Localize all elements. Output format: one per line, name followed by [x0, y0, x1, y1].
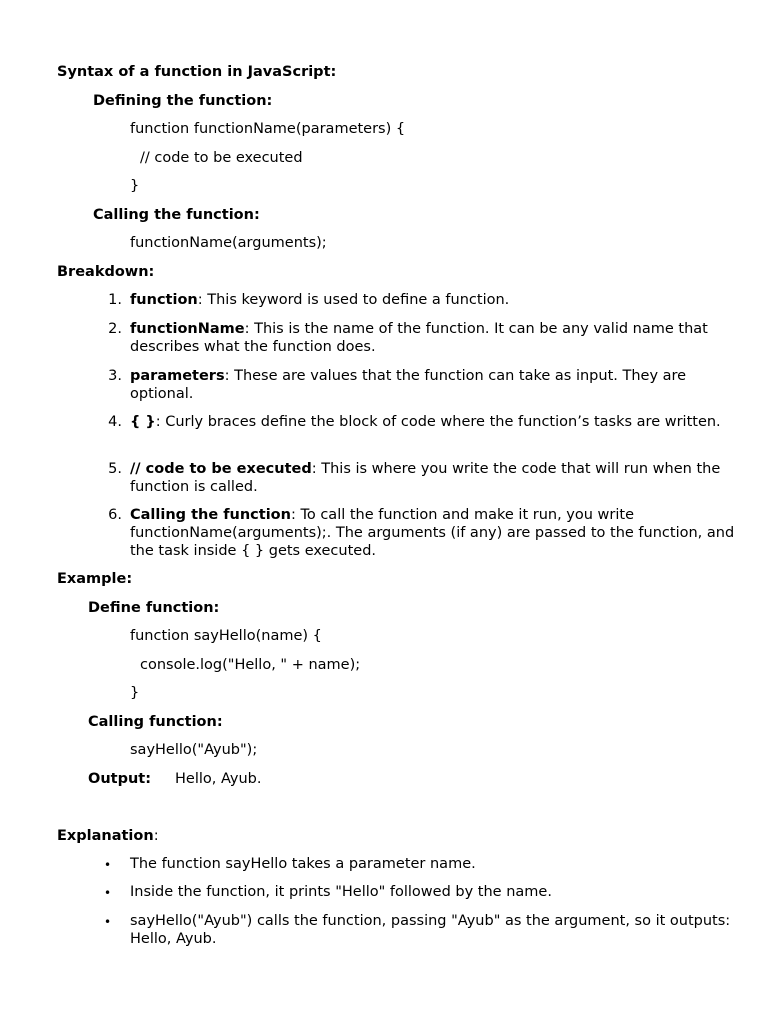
list-text: : To call the function and make it run, you write functionName(arguments);. The arguments (if any) are passed to the function, and the task inside { } gets executed. — [130, 507, 735, 559]
code-line: } — [130, 178, 140, 194]
breakdown-heading: Breakdown: — [57, 264, 155, 280]
bullet-item: sayHello("Ayub") calls the function, passing "Ayub" as the argument, so it outputs: Hello, Ayub. — [130, 913, 731, 947]
list-text: : Curly braces define the block of code where the function’s tasks are written. — [155, 414, 721, 430]
calling-code: sayHello("Ayub"); — [130, 742, 258, 758]
code-line: console.log("Hello, " + name); — [140, 657, 361, 673]
define-label: Define function: — [88, 600, 220, 616]
list-number: 3. — [108, 368, 122, 384]
list-text: : This is where you write the code that will run when the function is called. — [130, 461, 721, 495]
defining-label: Defining the function: — [93, 93, 273, 109]
example-heading: Example: — [57, 571, 133, 587]
list-item — [130, 291, 736, 309]
list-text: : This is the name of the function. It can be any valid name that describes what the function does. — [130, 321, 708, 355]
bullet-item: The function sayHello takes a parameter name. — [130, 856, 476, 872]
code-line: function functionName(parameters) { — [130, 121, 406, 137]
list-text: : This keyword is used to define a function. — [197, 292, 510, 308]
code-line: function sayHello(name) { — [130, 628, 322, 644]
explanation-heading — [57, 827, 159, 845]
syntax-heading: Syntax of a function in JavaScript: — [57, 64, 337, 80]
list-item — [130, 320, 736, 356]
calling-label: Calling the function: — [93, 207, 260, 223]
list-term: Calling the function — [130, 507, 291, 523]
calling-code: functionName(arguments); — [130, 235, 327, 251]
list-text: : These are values that the function can take as input. They are optional. — [130, 368, 687, 402]
list-number: 4. — [108, 414, 122, 430]
list-term: { } — [130, 414, 156, 430]
output-label: Output: — [88, 771, 152, 787]
calling-label: Calling function: — [88, 714, 223, 730]
list-term: // code to be executed — [130, 461, 312, 477]
bullet-icon: • — [104, 886, 112, 900]
output-value: Hello, Ayub. — [175, 771, 262, 787]
bullet-item: Inside the function, it prints "Hello" followed by the name. — [130, 884, 552, 900]
list-number: 5. — [108, 461, 122, 477]
list-term: function — [130, 292, 198, 308]
bullet-icon: • — [104, 858, 112, 872]
list-term: parameters — [130, 368, 225, 384]
list-term: functionName — [130, 321, 245, 337]
code-line: // code to be executed — [140, 150, 303, 166]
list-item — [130, 460, 736, 496]
list-item — [130, 506, 736, 560]
list-number: 2. — [108, 321, 122, 337]
explanation-colon: : — [153, 828, 159, 844]
list-number: 6. — [108, 507, 122, 523]
list-item — [130, 413, 736, 431]
code-line: } — [130, 685, 140, 701]
bullet-icon: • — [104, 915, 112, 929]
list-item — [130, 367, 736, 403]
list-number: 1. — [108, 292, 122, 308]
explanation-heading-text: Explanation — [57, 828, 154, 844]
